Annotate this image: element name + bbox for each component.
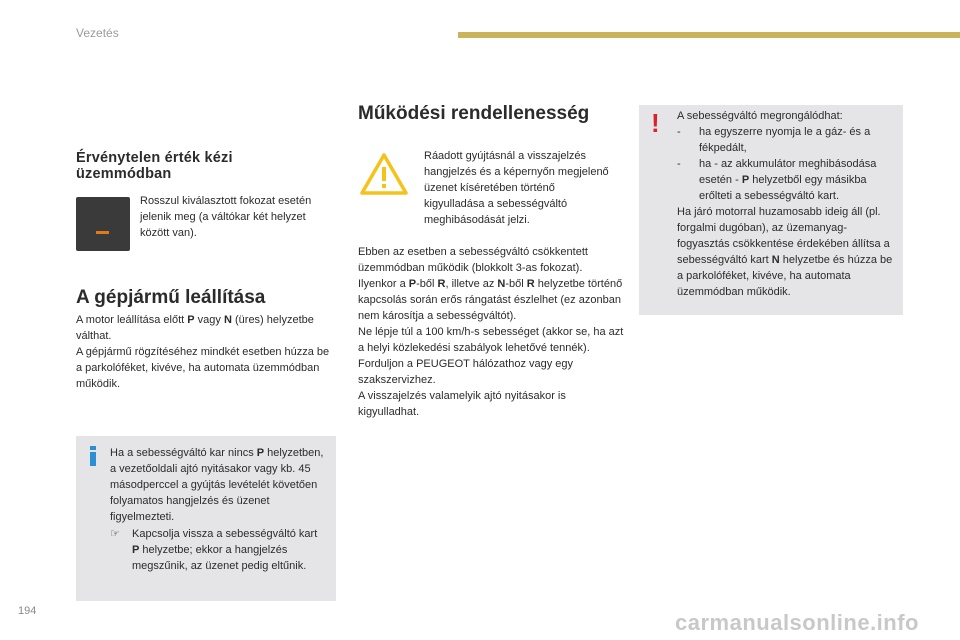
caution-intro: A sebességváltó megrongálódhat: [677, 110, 843, 122]
gear-indicator-icon [76, 197, 130, 251]
manual-mode-heading: Érvénytelen érték kézi üzemmódban [76, 150, 233, 182]
warning-light-text: Ráadott gyújtásnál a visszajelzés hangjelzés és a képernyőn megjelenő üzenet kíséretében történő kigyulladása a sebességváltó meghibásodását jelzi. [424, 150, 609, 226]
info-text: Ha a sebességváltó kar nincs P helyzetben, a vezetőoldali ajtó nyitásakor vagy kb. 45 másodperccel a gyújtás levételét követően folyamatos hangjelzés és üzenet figyelmezteti. [110, 447, 324, 523]
malfunction-body [358, 244, 624, 420]
caution-text [677, 108, 899, 300]
info-bullet: ☞ Kapcsolja vissza a sebességváltó kart P helyzetbe; ekkor a hangjelzés megszűnik, az üzenet pedig eltűnik. [110, 528, 318, 572]
warning-triangle-icon [360, 153, 408, 195]
info-icon [86, 446, 100, 466]
malfunction-paragraph-1: Ebben az esetben a sebességváltó csökkentett üzemmódban működik (blokkolt 3-as fokozat). [358, 246, 588, 274]
manual-mode-text: Rosszul kiválasztott fokozat esetén jelenik meg (a váltókar két helyzet között van). [140, 195, 312, 239]
section-title: Vezetés [76, 26, 119, 40]
malfunction-paragraph-4: Forduljon a PEUGEOT hálózathoz vagy egy szakszervizhez. [358, 358, 574, 386]
malfunction-paragraph-3: Ne lépje túl a 100 km/h-s sebességet (akkor se, ha azt a helyi közlekedési szabályok lehetővé tennék). [358, 326, 624, 354]
malfunction-paragraph-5: A visszajelzés valamelyik ajtó nyitásakor is kigyulladhat. [358, 390, 566, 418]
malfunction-paragraph-2: Ilyenkor a P-ből R, illetve az N-ből R helyzetbe történő kapcsolás során erős rángatást észlelhet (ez azonban nem károsítja a sebességváltót). [358, 278, 623, 322]
parking-paragraph-2: A gépjármű rögzítéséhez mindkét esetben húzza be a parkolóféket, kivéve, ha automata üzemmódban működik. [76, 346, 330, 390]
exclamation-icon: ! [651, 108, 660, 138]
caution-paragraph: Ha járó motorral huzamosabb ideig áll (pl. forgalmi dugóban), az üzemanyag-fogyasztás csökkentése érdekében állítsa a sebességváltó kart N helyzetbe és húzza be a parkolóféket, kivéve, ha automata üzemmódban működik. [677, 206, 893, 298]
page-number: 194 [18, 605, 37, 617]
parking-heading: A gépjármű leállítása [76, 287, 266, 308]
caution-item-2: - ha - az akkumulátor meghibásodása esetén - P helyzetből egy másikba erőlteti a sebességváltó kart. [677, 158, 877, 202]
header-accent-bar [458, 32, 960, 38]
watermark: carmanualsonline.info [675, 610, 919, 635]
arrow-bullet-icon: ☞ [110, 528, 120, 540]
parking-paragraph-1: A motor leállítása előtt P vagy N (üres) helyzetbe válthat. [76, 314, 314, 342]
malfunction-heading: Működési rendellenesség [358, 103, 590, 124]
caution-item-1: - ha egyszerre nyomja le a gáz- és a fékpedált, [677, 126, 871, 154]
